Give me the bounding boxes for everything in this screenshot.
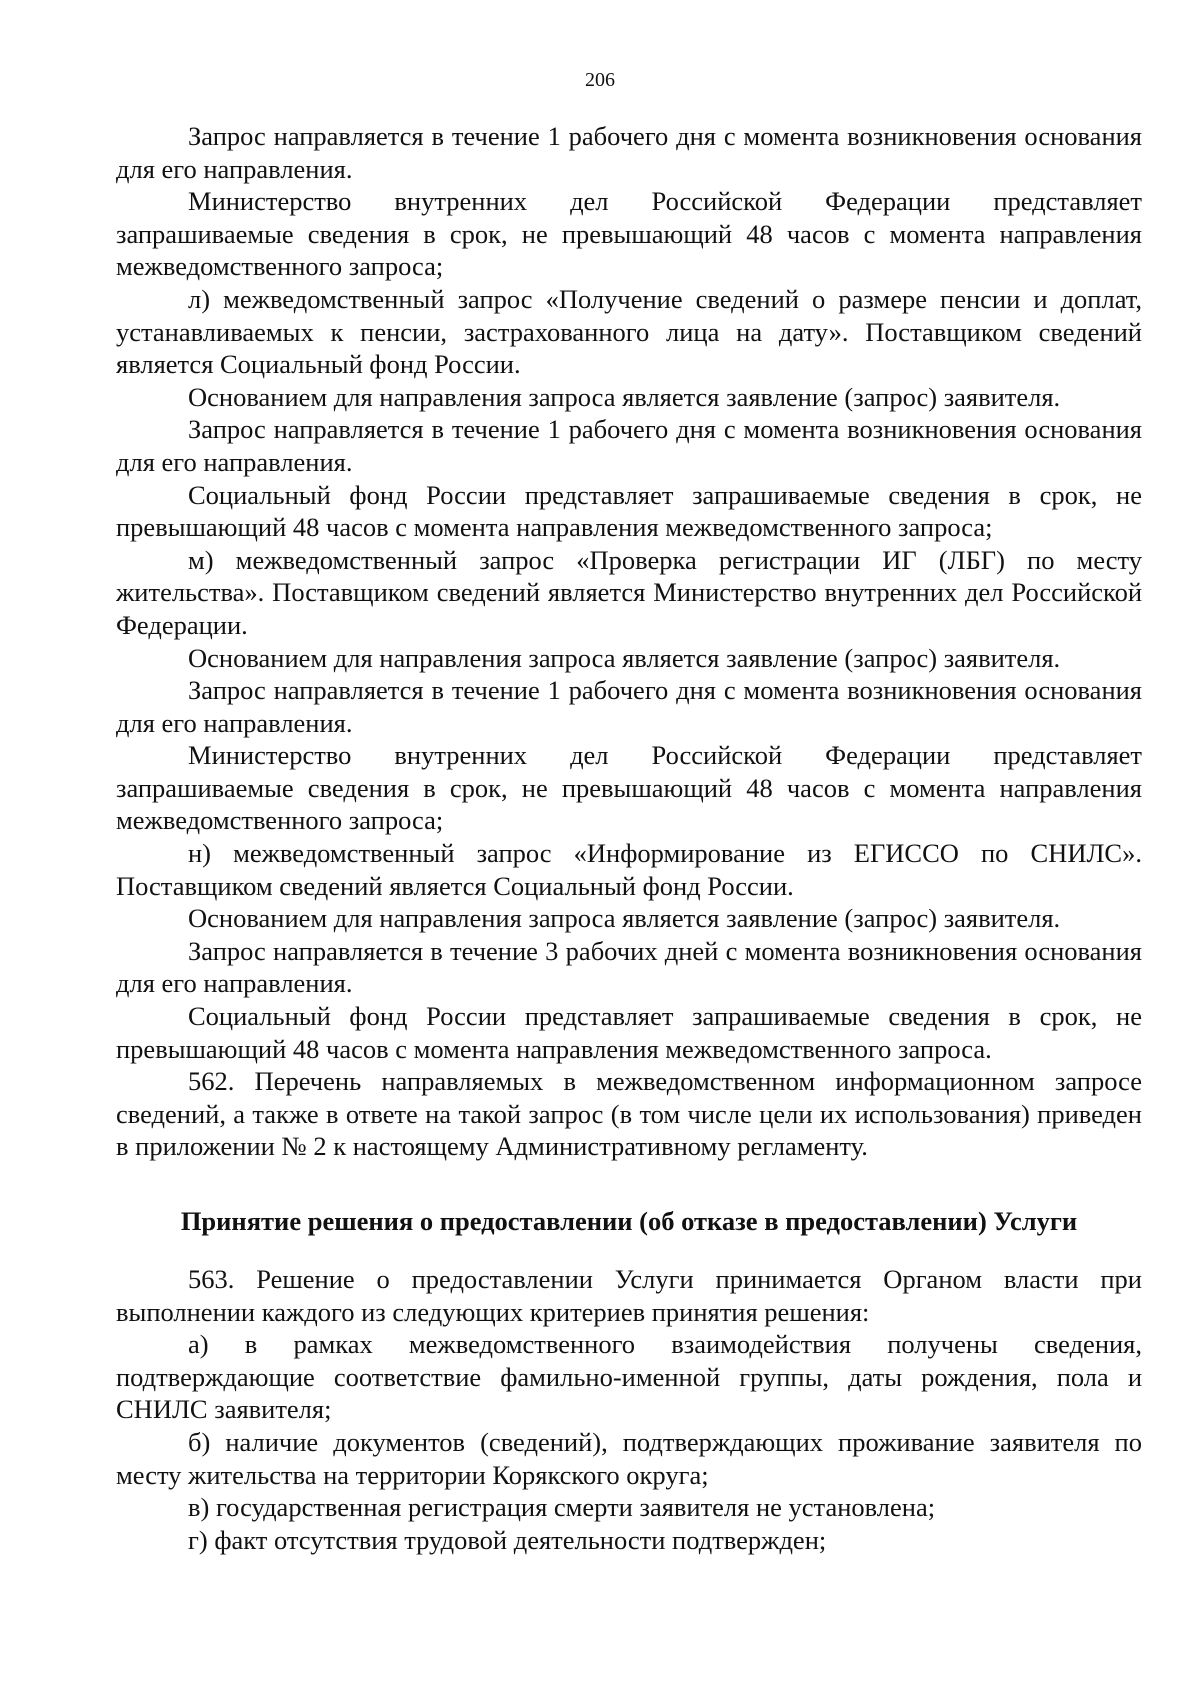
paragraph: Основанием для направления запроса является заявление (запрос) заявителя. bbox=[188, 381, 1061, 412]
paragraph: а) в рамках межведомственного взаимодействия получены сведения, подтверждающие соответствие фамильно-именной группы, даты рождения, пола и СНИЛС заявителя; bbox=[116, 1329, 1142, 1425]
paragraph: Запрос направляется в течение 1 рабочего дня с момента возникновения основания для его направления. bbox=[116, 675, 1142, 738]
paragraph: Запрос направляется в течение 3 рабочих дней с момента возникновения основания для его направления. bbox=[116, 935, 1142, 999]
paragraph: Запрос направляется в течение 1 рабочего дня с момента возникновения основания для его направления. bbox=[116, 414, 1142, 477]
paragraph: Министерство внутренних дел Российской Федерации представляет запрашиваемые сведения в срок, не превышающий 48 часов с момента направления межведомственного запроса; bbox=[116, 186, 1142, 282]
section-heading: Принятие решения о предоставлении (об отказе в предоставлении) Услуги bbox=[180, 1206, 1078, 1236]
page-number: 206 bbox=[585, 69, 615, 91]
paragraph: Министерство внутренних дел Российской Федерации представляет запрашиваемые сведения в срок, не превышающий 48 часов с момента направления межведомственного запроса; bbox=[116, 740, 1142, 836]
paragraph: в) государственная регистрация смерти заявителя не установлена; bbox=[188, 1492, 936, 1523]
paragraph: Запрос направляется в течение 1 рабочего дня с момента возникновения основания для его направления. bbox=[116, 121, 1142, 184]
paragraph: 562. Перечень направляемых в межведомственном информационном запросе сведений, а также в ответе на такой запрос (в том числе цели их использования) приведен в приложении № 2 к настоящему Административному регламенту. bbox=[116, 1066, 1142, 1162]
paragraph: Основанием для направления запроса является заявление (запрос) заявителя. bbox=[188, 903, 1061, 934]
paragraph: 563. Решение о предоставлении Услуги принимается Органом власти при выполнении каждого из следующих критериев принятия решения: bbox=[116, 1264, 1142, 1327]
paragraph: б) наличие документов (сведений), подтверждающих проживание заявителя по месту жительства на территории Корякского округа; bbox=[116, 1426, 1142, 1490]
paragraph: л) межведомственный запрос «Получение сведений о размере пенсии и доплат, устанавливаемых к пенсии, застрахованного лица на дату». Поставщиком сведений является Социальный фонд России. bbox=[116, 283, 1142, 380]
paragraph: Основанием для направления запроса является заявление (запрос) заявителя. bbox=[188, 642, 1061, 673]
paragraph: Социальный фонд России представляет запрашиваемые сведения в срок, не превышающий 48 часов с момента направления межведомственного запроса. bbox=[116, 1001, 1142, 1064]
document-body bbox=[116, 120, 1142, 1556]
paragraph: м) межведомственный запрос «Проверка регистрации ИГ (ЛБГ) по месту жительства». Поставщиком сведений является Министерство внутренних дел Российской Федерации. bbox=[116, 544, 1142, 640]
paragraph: н) межведомственный запрос «Информирование из ЕГИССО по СНИЛС». Поставщиком сведений является Социальный фонд России. bbox=[116, 838, 1142, 901]
paragraph: Социальный фонд России представляет запрашиваемые сведения в срок, не превышающий 48 часов с момента направления межведомственного запроса; bbox=[116, 479, 1142, 543]
paragraph: г) факт отсутствия трудовой деятельности подтвержден; bbox=[188, 1524, 827, 1555]
